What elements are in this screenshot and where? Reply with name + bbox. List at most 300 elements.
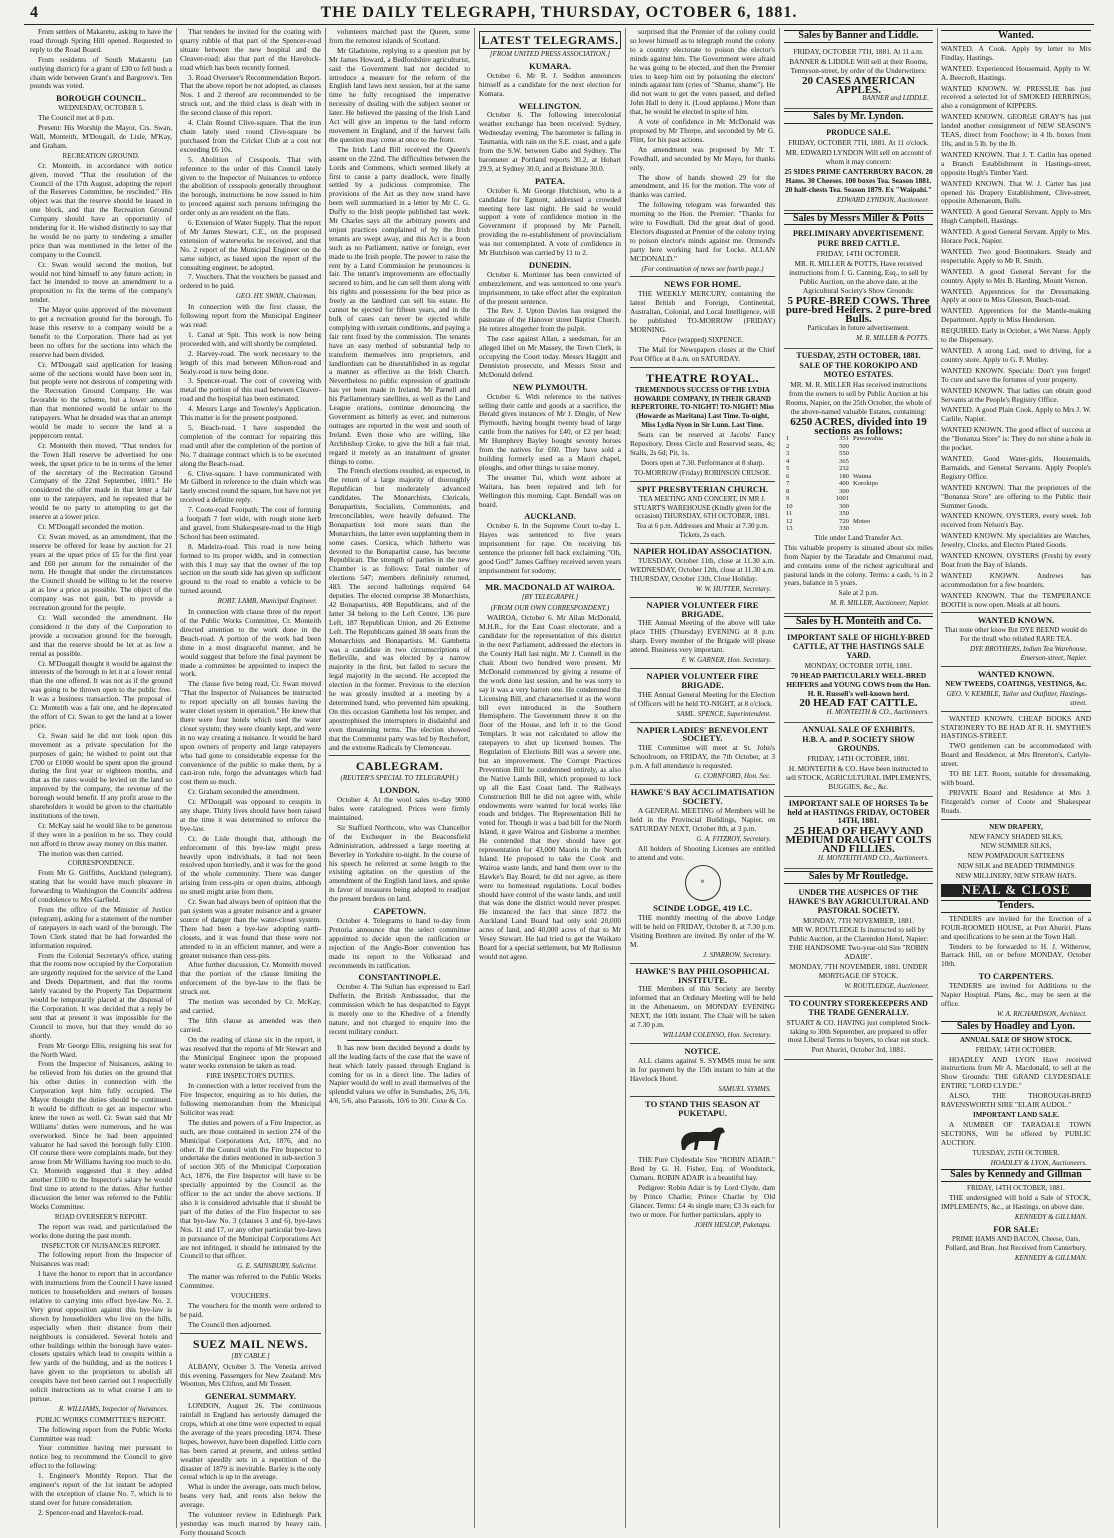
- article-text: Present: His Worship the Mayor, Crs. Swan, Wall, Monteith, M'Dougall, de Lisle, M'Kay, and Graham.: [30, 123, 172, 150]
- column-rule: [474, 28, 475, 1528]
- signature: W. A. RICHARDSON, Architect.: [996, 1009, 1087, 1018]
- article-text: What is under the average, oats much below, beans very bad, and roots also below the average.: [180, 1482, 321, 1510]
- table-cell-acres: 351: [839, 435, 849, 443]
- article-text: The Rev. J. Upton Davies has resigned the pastorate of the Hanover street Baptist Church. He retires altogether from the pulpit.: [479, 306, 621, 334]
- article-text: The show of hands showed 29 for the amendment, and 16 for the motion. The vote of thanks was carried.: [630, 172, 775, 200]
- column-4: [479, 28, 621, 1528]
- table-row: [784, 488, 933, 496]
- advert-text: TO-MORROW (Friday) ROBINSON CRUSOE.: [633, 468, 772, 477]
- signature: JOHN HESLOP, Puketapu.: [694, 1220, 771, 1229]
- article-text: Cr. de Lisle thought that, although the enforcement of this bye-law might press heavily upon individuals, it had not been resolved upon hurriedly, and it was for the good of the whole community. There was danger arising from cess-pits or open drains, although no smell might arise from them.: [180, 833, 321, 897]
- divider: [630, 668, 775, 669]
- table-cell-acres: 350: [839, 510, 849, 518]
- wanted-ad: WANTED KNOWN. That J. T. Catlin has opened a Branch Establishment in Hastings-street, opposite Hugh's Timber Yard.: [941, 149, 1091, 177]
- article-text: Cr. Swan had always been of opinion that the pan system was a greater nuisance and a greater source of danger than the water-closet system. There had been a bye-law adopting earth-closets, and it was found that these were not attended to in an efficient manner, and were a greater nuisance than cess-pits.: [180, 897, 321, 960]
- table-cell-sec: 12: [786, 517, 793, 525]
- advert: [784, 997, 933, 1060]
- table-cell-place: [851, 443, 933, 451]
- masonic-emblem-icon: ✡: [685, 865, 721, 901]
- article-text: 4. Messrs Large and Townley's Application. This matter is for the present postponed.: [180, 404, 321, 423]
- divider: [630, 597, 775, 598]
- wanted-ad: WANTED. A good Plain Cook. Apply to Mrs J. W. Carlile, Napier.: [941, 405, 1091, 424]
- advert-text: Tea at 6 p.m. Addresses and Music at 7.30 p.m. Tickets, 2s each.: [636, 522, 769, 540]
- table-row: [784, 503, 933, 511]
- advert-text: TUESDAY, October 11th, close at 11.30 a.m. WEDNESDAY, October 12th, close at 11.30 a.m. THURSDAY, October 13th, Close Holiday.: [630, 556, 775, 583]
- advert-text: Doors open at 7.30. Performance at 8 sharp.: [640, 458, 765, 467]
- section-heading: NAPIER HOLIDAY ASSOCIATION.: [633, 546, 772, 557]
- advert-text: Port Ahuriri, October 3rd, 1881.: [811, 1045, 906, 1055]
- advert-text: Price (wrapped) SIXPENCE.: [661, 335, 744, 344]
- column-6: [784, 28, 933, 1528]
- column-2: [180, 27, 321, 1537]
- advert-text: THE Annual Meeting of the above will take place THIS (Thursday) EVENING at 8 p.m. sharp. Every member of the Brigade will please attend. Business very important.: [630, 618, 775, 655]
- advert-text: TEA MEETING AND CONCERT, IN MR J. STUART'S WAREHOUSE (Kindly given for the occasion) THURSDAY, 6TH OCTOBER, 1881.: [633, 494, 772, 521]
- advert-text: The Mail for Newspapers closes at the Chief Post Office at 8 a.m. on SATURDAY.: [630, 344, 775, 363]
- advert-text: H. MONTEITH & CO. Have been instructed to sell STOCK, AGRICULTURAL IMPLEMENTS, BUGGIES, &c., &c.: [785, 763, 932, 791]
- signature: M. R. MILLER & POTTS.: [856, 334, 929, 343]
- wanted-ad: WANTED KNOWN. That the TEMPERANCE BOOTH is now open. Meals at all hours.: [941, 590, 1091, 609]
- article-text: Cr. Swan moved, as an amendment, that the reserve be offered for lease by auction for 21 years at the upset price of £5 for the first year and £60 per annum for the remainder of the term. He thought that under the circumstances the Council should be willing to let the reserve at as low a price as possible. The object of the company was not gain, but to provide a recreation ground for the people.: [30, 531, 172, 613]
- signature: W. ROUTLEDGE, Auctioneer.: [844, 981, 929, 990]
- section-heading: PATEA.: [535, 175, 565, 186]
- advert-text: ALL claims against S. SYMMS must be sent in for payment by the 15th instant to him at the Havelock Hotel.: [630, 1055, 775, 1083]
- column-rule: [325, 28, 326, 1528]
- subheading: (REUTER'S SPECIAL TO TELEGRAPH.): [340, 774, 459, 783]
- wanted-ad: WANTED. A good General Servant. Apply to Mrs. Horace Peck, Napier.: [941, 227, 1091, 246]
- advert-text: MR. EDWARD LYNDON Will sell on account of whom it may concern:: [785, 148, 932, 166]
- section-heading: TO STAND THIS SEASON AT PUKETAPU.: [645, 1099, 760, 1119]
- advert-heading: PURE BRED CATTLE.: [817, 239, 900, 249]
- article-text: Sir Stafford Northcote, who was Chancellor of the Exchequer in the Beaconsfield Administration, addressed a large meeting at Beverley in Yorkshire to-night. In the course of his speech he referred at some length to the existing agitation on the question of the amendment of the English land laws, and spoke in favor of measures being adopted to readjust the present burdens on land.: [329, 822, 470, 904]
- page-number: 4: [30, 4, 39, 21]
- advert-text: 5 PURE-BRED COWS. Three pure-bred Heifers. 2 pure-bred Bulls.: [785, 294, 932, 325]
- subheading: [BY CABLE.]: [231, 1351, 270, 1360]
- column-rule: [779, 28, 780, 1528]
- table-cell-sec: 6: [786, 472, 790, 480]
- advert-text: Sale at 2 p.m.: [838, 588, 879, 598]
- advert-text: MONDAY, 7TH NOVEMBER, 1881.: [802, 915, 915, 925]
- divider: [630, 1096, 775, 1097]
- table-row: [784, 480, 933, 488]
- advert-text: TUESDAY, 25TH OCTOBER.: [972, 1148, 1060, 1157]
- article-text: 4. Clain Round Clive-square. That the iron chain lately used round Clive-square be purchased from the Cricket Club at a cost not exceeding £6 10s.: [180, 118, 321, 154]
- article-text: An amendment was proposed by Mr T. Fowdhall, and seconded by Mr Mayo, for thanks only.: [630, 144, 775, 172]
- table-row: [784, 465, 933, 473]
- article-text: surprised that the Premier of the colony could so lower himself as to telegraph round the colony to a country electorate to poison the elector's minds against him. The Government were afraid he was going to be elected, and then the Premier tries to keep him out by poisoning the electors' minds against him (cries of "Shame, shame"). He did not want to get the votes passed, and defied John Hall to deny it. (Loud applause.) More than that, he would be elected in spite of him.: [630, 27, 775, 117]
- section-heading: NEWS FOR HOME.: [663, 279, 742, 290]
- drapery-line: NEW SUMMER SILKS,: [980, 842, 1052, 851]
- article-text: Cr. M'Dougall thought it would be against the interests of the borough to let it at a lower rental than the one offered. It was not as if the ground was going to be thrown open to the public free. It was a business transaction. The proposal of Cr. Monteith was a fair one, and he deprecated the effort of Cr. Swan to get the land at a lower price.: [30, 658, 172, 730]
- article-text: The motion was seconded by Cr. McKay, and carried.: [180, 997, 321, 1015]
- article-text: October 6. With reference to the natives selling their cattle and goods at a sacrifice, the Herald gives instances of Mr J. Dingle, of New Plymouth, having bought twenty head of large cattle from the natives for £40, or £2 per head; Mr Humphrey Bayley bought seventy horses from the natives for £60. They have sold a building formerly used as a Maori chapel, ploughs, and other things to raise money.: [479, 391, 621, 472]
- signature: M. R. MILLER, Auctioneer, Napier.: [830, 599, 929, 608]
- subheading: [FROM UNITED PRESS ASSOCIATION.]: [489, 50, 611, 58]
- advert-text: FRIDAY, OCTOBER 7TH, 1881. At 11 o'clock.: [788, 138, 929, 148]
- table-cell-place: [851, 510, 933, 518]
- table-row: [784, 435, 933, 443]
- article-text: Cr. Swan said he did not look upon this movement as a private speculation for the purposes of gain; he wished to point out that £700 or £1000 would be spent upon the ground during the first year or eighteen months, and that as the rates would be levied on the land so improved by the company, the revenue of the borough would benefit. If any profit arose to the shareholders it would be given to the charitable institutions of the town.: [30, 730, 172, 820]
- advert-text: 70 HEAD PARTICULARLY WELL-BRED HEIFERS and YOUNG COWS from the Hon. H. R. Russell's well-known herd.: [786, 670, 931, 698]
- advert-text: Seats can be reserved at Jacobs' Fancy Repository. Dress Circle and Reserved seats, 4s; Stalls, 2s 6d; Pit, 1s.: [630, 430, 775, 457]
- signature: SAMUEL SYMMS.: [718, 1084, 771, 1093]
- section-heading: NEW PLYMOUTH.: [512, 381, 588, 392]
- table-cell-acres: 550: [839, 450, 849, 458]
- advert: [784, 631, 933, 723]
- article-text: In connection with the first clause, the following report from the Municipal Engineer was read:: [180, 302, 321, 329]
- table-row: [784, 495, 933, 503]
- wanted-ad: WANTED KNOWN. The good effect of success at the "Bonanza Store" is: They do not shine a hole in the pocket.: [941, 425, 1091, 453]
- article-text: ALBANY, October 3. The Venetia arrived this evening. Passengers for New Zealand: Mrs Wootton, Mrs Clifton, and Mr Tossett.: [180, 1361, 321, 1389]
- advert-text: 6250 ACRES, divided into 19 sections as follows:: [790, 415, 927, 437]
- advert-text: 20 CASES AMERICAN APPLES.: [801, 74, 916, 96]
- divider: [630, 722, 775, 723]
- advert-text: THE WEEKLY MERCURY, containing the latest British and Foreign, Continental, Australian, Colonial, and Local Intelligence, will be published TO-MORROW (FRIDAY) MORNING.: [630, 289, 775, 334]
- section-heading: HAWKE'S BAY PHILOSOPHICAL INSTITUTE.: [635, 965, 770, 985]
- advert-text: That none other know But DYE BEEND would do For the thrall who relished RARE TEA.: [944, 626, 1088, 644]
- advert-heading: H.B. A. and P. SOCIETY SHOW GROUNDS.: [802, 735, 915, 754]
- article-text: I have the honor to report that in accordance with instructions from the Council I have issued notices to householders and owners of houses relative to carrying into effect bye-law No. 2. Very great opposition against this bye-law is shown by householders who live on the hills, especially when their distance from their neighbours is considered. Several hotels and other buildings within the borough have water-closets upstairs which lead to cesspits within a few yards of the building, and as the notices I have given to the proprietors to abolish all cesspits have not been carried out I respectfully solicit instructions as to what course I am to pursue.: [30, 1269, 172, 1403]
- signature: R. WILLIAMS, Inspector of Nuisances.: [58, 1404, 168, 1413]
- advert-text: TENDERS are invited for the Erection of a FOUR-ROOMED HOUSE, at Port Ahuriri. Plans and specifications to be seen at the Town Hall.: [941, 913, 1091, 941]
- advert-text: 25 SIDES PRIME CANTERBURY BACON. 20 Hams. 30 Cheeses. 100 boxes Tea. Season 1881. 20 half-chests Tea. Season 1879. Ex "Waipahi.": [784, 166, 933, 194]
- article-text: 5. Abolition of Cesspools. That with reference to the order of this Council lately given to the Inspector of Nuisances to enforce the abolition of cesspools generally throughout the borough, instructions be now issued to him to proceed against such persons infringing the order only as are resident on the flats.: [180, 154, 321, 218]
- article-text: On the reading of clause six in the report, it was resolved that the reports of Mr Stewart and the Municipal Engineer upon the proposed water works extension be taken as read.: [180, 1034, 321, 1071]
- subheading: (FROM OUR OWN CORRESPONDENT.): [490, 603, 610, 612]
- drapery-line: NEW SILK and BEADED TRIMMINGS: [957, 862, 1075, 871]
- advert: [784, 126, 933, 210]
- signature: GEO. HY. SWAN, Chairman.: [235, 292, 317, 301]
- article-text: 1. Engineer's Monthly Report. That the engineer's report of the 1st instant be adopted with the exception of clause No. 7, which is to stand over for future consideration.: [30, 1471, 172, 1507]
- table-row: [784, 458, 933, 466]
- advert-text: This valuable property is situated about six miles from Napier by the Taradale and Omarunui road, and contains some of the richest agricultural and pastoral lands in the colony. Terms: a cash, ½ in 2 years, balance in 5 years.: [784, 542, 933, 588]
- table-cell-acres: 330: [839, 525, 849, 533]
- sections-table: [784, 435, 933, 533]
- section-heading: SUEZ MAIL NEWS.: [192, 1336, 309, 1351]
- article-text: The duties and powers of a Fire Inspector, as such, are those contained in section 274 of the Municipal Corporations Act, 1876, and no other. If the Council wish the Fire Inspector to undertake the duties mentioned in sub-section 3 of section 305 of the Municipal Corporation Act, 1876, the Fire Inspector will have to be specially appointed by the Council as the officer to the act under the above sections. If also it is considered advisable that it should be part of the duties of the Fire Inspector to see that bye-law No. 3 (clauses 3 and 6), bye-laws Nos. 11 and 17, or any other particular bye-laws in pursuance of the Municipal Corporations Act are not infringed, it should be intimated by the Council to that officer.: [180, 1117, 321, 1261]
- article-text: The clause five being read, Cr. Swan moved "That the Inspector of Nuisances be instructed to report specially on all houses having the water closet system in operation." He knew that there were four hotels which used the water closet system; they were cleanly kept, and were in no way creating a nuisance. It would be hard upon owners of property and large ratepayers who had gone to considerable expense for the convenience of the public to make them, by a cast-iron rule, forgo the advantages which had cost them so much.: [180, 679, 321, 787]
- article-text: October 4. At the wool sales to-day 9000 bales were catalogued. Prices were firmly maintained.: [329, 795, 470, 823]
- advert-text: A GENERAL MEETING of Members will be held in the Provincial Buildings, Napier, on SATURDAY NEXT, October 8th, at 3 p.m.: [630, 805, 775, 833]
- article-text: 8. Madeira-road. This road is now being formed to its proper width, and in connection with this I may say that the owner of the top section on the south side has given up sufficient ground to the road to enable a vehicle to be turned around.: [180, 541, 321, 596]
- drapery-line: NEW POMPADOUR SATTEENS: [967, 852, 1065, 861]
- table-cell-sec: 10: [786, 502, 793, 510]
- divider: [479, 579, 621, 580]
- divider: [941, 819, 1091, 820]
- wanted-ad: WANTED KNOWN. My specialities are Watches, Jewelry, Clocks, and Electro Plated Goods.: [941, 531, 1091, 550]
- advert-text: MR. M. R. MILLER Has received instructions from the owners to sell by Public Auction at his Rooms, Napier, on the 25th October, the whole of the above-named valuable Estates, containing:: [785, 380, 932, 416]
- article-text: October 4. The Sultan has expressed to Earl Dufferin, the British Ambassador, that the commission which he has despatched to Egypt is merely one to the Khedive of a friendly nature, and not charged to enquire into the recent military conduct.: [329, 982, 470, 1036]
- table-cell-acres: 300: [839, 502, 849, 510]
- wanted-ad: WANTED. Apprentices for the Dressmaking. Apply at once to Miss Gleeson, Beach-road.: [941, 286, 1091, 305]
- advert-text: THE Committee will meet at St. John's Schoolroom, on FRIDAY, the 7th October, at 3 p.m. A full attendance is requested.: [630, 743, 775, 771]
- section-heading: GENERAL SUMMARY.: [204, 1391, 297, 1402]
- advert-text: MR. R. MILLER & POTTS, Have received instructions from J. G. Canning, Esq., to sell by Public Auction, on the above date, at the Agricultural Society's Show Grounds:: [789, 259, 928, 295]
- table-cell-sec: 3: [786, 450, 790, 458]
- advert-text: Tenders to be forwarded to H. J. Witherow, Barrack Hill, on or before MONDAY, October 10th.: [941, 941, 1091, 969]
- advert-heading: ANNUAL SALE OF SHOW STOCK.: [959, 1035, 1073, 1044]
- article-text: The report was read, and particularised the works done during the past month.: [30, 1221, 172, 1240]
- table-cell-sec: 9: [786, 495, 790, 503]
- advert-text: 20 HEAD FAT CATTLE.: [799, 697, 918, 710]
- section-heading: WELLINGTON.: [518, 100, 582, 111]
- divider: [941, 711, 1091, 712]
- article-text: The Irish Land Bill received the Queen's assent on the 22nd. The difficulties between the Lords and Commons, which seemed likely at first to cause a party deadlock, were finally settled by a judicious compromise. The provisions of the Act as they now stand have been well summarised in a letter by Mr C. G. Duffy to the Irish people published last week. Mr Charles says all the arbitrary powers and unjust practices complained of by the Irish tenants are swept away, and this Act is a boon such as no Parliament, native or foreign, ever made to the Irish people. The power to raise the rent by a Land Commission he pronounces is fair. The tenant's improvements are effectually secured to him, and he can sell them along with his rights and possessions for the best price as freely as the landlord can sell his estate. He cannot be ejected for fifteen years, and in the bulk of cases can never be ejected while complying with certain conditions, and paying a fair rent fixed by the commission. The tenants have an easy method of substantial help to transform themselves into proprietors, and landlordism can be disestablished in as regular a manner as effective as the Irish Church. Nevertheless no public expression of gratitude has yet been made in Ireland. Mr Parnell and his Parliamentary satellites, as well as the Land League orations, continue denouncing the Government as bitterly as ever, and numerous outrages are reported in the west and south of Ireland. Even those who are willing, like Archbishop Croke, to give the bill a fair trial, regard it merely as an instalment of greater things to come.: [329, 144, 470, 466]
- wanted-ad: WANTED KNOWN. That ladies can obtain good Servants at the People's Registry Office.: [941, 385, 1091, 404]
- advert-heading: TUESDAY, 25TH OCTOBER, 1881.: [796, 351, 921, 361]
- wanted-ad: WANTED KNOWN. Specials: Don't you forget! To cure and save the fortunes of your property.: [941, 365, 1091, 384]
- article-text: The fifth clause as amended was then carried.: [180, 1015, 321, 1034]
- continuation-note: (For continuation of news see fourth page.): [641, 264, 764, 273]
- advert-text: Pedigree: Robin Adair is by Lord Clyde, dam by Prince Charlie; Prince Charlie by Old Glancer. Terms: £4 4s single mare; £3 3s each for two or more. For further particulars, apply to: [630, 1182, 775, 1219]
- article-text: In connection with a letter received from the Fire Inspector, enquiring as to his duties, the following memorandum from the Municipal Solicitor was read:: [180, 1081, 321, 1117]
- advert-text: NEW TWEEDS, COATINGS, VESTINGS, &c.: [945, 679, 1087, 688]
- table-cell-place: Waima: [852, 472, 872, 480]
- advert-text: HOADLEY AND LYON Have received instructions from Mr A. Macdonald, to sell at the Show Grounds: THE GRAND CLYDESDALE ENTIRE "LORD CLYDE.": [941, 1054, 1091, 1091]
- article-text: In connection with clause three of the report of the Public Works Committee, Cr. Monteith directed attention to the work done in the Beach-road. A portion of the work had been done in a most disgraceful manner, and he would suggest that before the final payment be made a committee be appointed to inspect the work.: [180, 607, 321, 679]
- section-heading: Sales by H. Monteith and Co.: [784, 616, 933, 629]
- article-text: Cr. Wall seconded the amendment. He considered it the duty of the Corporation to provide a recreation ground for the borough, and that the reserve should be let at as low a rental as possible.: [30, 613, 172, 658]
- article-text: The following telegram was forwarded this morning to the Hon. the Premier: "Thanks for wire to Fowdhall. Did the great deal of good. Electors disgusted at Premier of the colony trying to poison elector's minds against me. Ormond's party here working hard for Locke. ALLAN MCDONALD.": [630, 200, 775, 263]
- section-heading: KUMARA.: [529, 60, 571, 71]
- column-5: [630, 28, 775, 1528]
- wanted-ad: WANTED KNOWN. W. PRESSLIE has just received a selected lot of SMOKED HERRINGS; also a consignment of KIPPERS.: [941, 83, 1091, 111]
- article-text: The following report from the Inspector of Nuisances was read:: [30, 1250, 172, 1269]
- wanted-list: [941, 45, 1091, 610]
- advert: [784, 886, 933, 997]
- section-heading: HAWKE'S BAY ACCLIMATISATION SOCIETY.: [630, 786, 775, 806]
- table-cell-sec: 5: [786, 465, 790, 473]
- article-text: From the Colonial Secretary's office, stating that the rooms now occupied by the Corporation are urgently required for the service of the Land and Deeds Department, and that the rooms lately vacated by the Property Tax Department would be temporarily placed at the disposal of the Corporation. It was decided that a reply be sent that at present it was impossible for the Council to move, but that they would do so shortly.: [30, 950, 172, 1040]
- section-heading: NAPIER VOLUNTEER FIRE BRIGADE.: [646, 671, 759, 690]
- divider: [941, 612, 1091, 613]
- advert-heading: PRELIMINARY ADVERTISEMENT.: [792, 229, 924, 239]
- dateline: WEDNESDAY, OCTOBER 5.: [58, 104, 144, 113]
- advert-heading: ANNUAL SALE OF EXHIBITS.: [802, 725, 915, 735]
- wanted-ad: WANTED. A strong Lad, used to driving, for a country store. Apply to G. F. Motley.: [941, 346, 1091, 364]
- column-rule: [937, 28, 938, 1528]
- article-text: October 4. Telegrams to hand to-day from Pretoria announce that the select committee appointed to decide upon the ratification or rejection of the Anglo-Boer convention has made its report to the Volksraad and recommends its ratification.: [329, 916, 470, 970]
- subheading: ROAD OVERSEER'S REPORT.: [54, 1212, 148, 1221]
- subheading: RECREATION GROUND.: [62, 151, 140, 160]
- table-cell-place: [851, 503, 933, 511]
- advert-text: TENDERS are invited for Additions to the Napier Hospital. Plans, &c., may be seen at the office.: [941, 981, 1091, 1008]
- section-heading: CONSTANTINOPLE.: [358, 972, 441, 983]
- article-text: volunteers marched past the Queen, some from the remotest islands of Scotland.: [329, 27, 470, 45]
- advert: [784, 349, 933, 614]
- article-text: 2. Spencer-road and Havelock-road.: [38, 1507, 144, 1517]
- advert-text: All holders of Shooting Licenses are entitled to attend and vote.: [630, 844, 775, 863]
- signature: BANNER and LIDDLE.: [862, 94, 929, 103]
- advert-text: THE undersigned will hold a Sale of STOCK, IMPLEMENTS, &c., at Hastings, on above date.: [941, 1193, 1091, 1212]
- article-text: October 6. Mr George Hutchison, who is a candidate for Egmont, addressed a crowded meeting here last night. He said he would support a vote of confidence motion in the Government if proposed by Mr Parnell, providing the re-establishment of provincialism was not contemplated. A vote of confidence in Mr Hutchison was carried by 11 to 2.: [479, 185, 621, 258]
- table-row: [784, 525, 933, 533]
- horse-icon: [673, 1120, 733, 1154]
- column-7: [941, 28, 1091, 1528]
- divider: [630, 367, 775, 368]
- wanted-ad: WANTED. Experienced Housemaid. Apply to W. A. Beecroft, Hastings.: [941, 63, 1091, 82]
- signature: W. W. HUTTER, Secretary.: [695, 584, 771, 593]
- article-text: The Mayor quite approved of the movement to get a recreation ground for the borough. To lease this reserve to a company would be a benefit to the Corporation. There had as yet been no offers for the sections into which the reserve had been divided.: [30, 305, 172, 359]
- advert-heading: IMPORTANT SALE OF HIGHLY-BRED CATTLE, AT THE HASTINGS SALE YARD.: [787, 633, 930, 660]
- signature: DYE BROTHERS, Indian Tea Warehouse, Emerson-street, Napier.: [969, 645, 1087, 663]
- article-text: Mr Gladstone, replying to a question put by Mr James Howard, a Bedfordshire agriculturist, said the Government had not decided to introduce a measure for the reform of the English land laws next session, but at the same time he fully recognised the imperative necessity of dealing with the subject sooner or later. He believed the passing of the Irish Land Act will give an impetus to the land reform movement in England, and if the harvest fails the question may come at once to the front.: [329, 45, 470, 144]
- article-text: The motion was then carried.: [38, 848, 124, 858]
- advert-text: 25 HEAD OF HEAVY AND MEDIUM DRAUGHT COLTS AND FILLIES.: [785, 825, 932, 856]
- wanted-ad: WANTED KNOWN. That the proprietors of the "Bonanza Store" are offering to the Public their Summer Goods.: [941, 482, 1091, 510]
- advert-text: BANNER & LIDDLE Will sell at their Rooms, Tennyson-street, by order of the Underwriters:: [789, 56, 928, 75]
- table-cell-acres: 400: [839, 480, 849, 488]
- newspaper-title: THE DAILY TELEGRAPH, THURSDAY, OCTOBER 6, 1881.: [320, 4, 798, 21]
- wanted-ad: WANTED. A good General Servant for the country. Apply to Mrs B. Harding, Mount Vernon.: [941, 266, 1091, 285]
- table-cell-acres: 365: [839, 457, 849, 465]
- article-text: WAIROA, October 6. Mr Allan McDonald, M.H.R., for the East Coast electorate, and a candidate for the representation of this district in the next Parliament, addressed the electors in the County Hall last night. Mr J. Cunnell in the chair. About two hundred were present. Mr McDonald commenced by giving a resume of the work done last session, and he was sorry to say it was a very barren one. He condemned the Licensing Bill, and characterised it as the worst bill ever introduced in the Southern Hemisphere. The Government threw it on the floor of the House, and left it to the Good Templars. It was not calculated to allow the ratepayers to shut up licensed houses. The Regulation of Elections Bill was a severe one, but an improvement. The Corrupt Practices Prevention Bill he condemned entirely, as also the Native Lands Bill, which proposed to lock up all the East Coast land. The Railways Construction Bill he did not agree with, while endowments were wanted for local works like roads and bridges. The Representation Bill he voted for. Though it was a bad bill for the North Island, it gave Wairoa and Gisborne a member. He contended that they should have got representation for 43,000 Maoris in the North Island. He proposed to take the Cook and Wairoa waste lands, and hand them over to the Hawke's Bay Board; he did not agree, as there were no homestead regulations. Local bodies should have control of the waste lands, and until that was done the district would never prosper. He instanced the fact that since 1872 the Auckland Land Board had only sold 20,000 acres of land, and 40,000 acres of that to Mr Vesey Stewart. He had tried to get the Waikato Board for a special settlement, but Mr Rolleston would not agree.: [479, 613, 621, 961]
- subheading: FIRE INSPECTOR'S DUTIES.: [206, 1072, 295, 1081]
- section-heading: DUNEDIN.: [528, 259, 572, 270]
- table-row: [784, 450, 933, 458]
- article-text: Cr. Swan would second the motion, but would not bind himself to any future action; in fact he intended to move an amendment to a proposition to fix the terms of the company's tender.: [30, 259, 172, 305]
- table-row: [784, 510, 933, 518]
- section-heading: WANTED KNOWN.: [977, 615, 1055, 626]
- section-heading: FOR SALE:: [993, 1223, 1039, 1234]
- table-cell-sec: 7: [786, 480, 790, 488]
- article-text: The Council then adjourned.: [188, 1319, 272, 1329]
- signature: H. MONTEITH & CO., Auctioneers.: [826, 708, 929, 717]
- section-heading: SCINDE LODGE, 419 I.C.: [653, 903, 752, 914]
- section-heading: Sales by Banner and Liddle.: [784, 30, 933, 43]
- section-heading: NAPIER LADIES' BENEVOLENT SOCIETY.: [636, 724, 769, 744]
- signature: KENNEDY & GILLMAN.: [1014, 1213, 1087, 1222]
- article-text: Cr. McKay said he would like to be generous if they were in a position to be so. They could not afford to throw away money on this matter.: [30, 820, 172, 848]
- table-cell-acres: 232: [839, 465, 849, 473]
- article-text: 7. Coote-road Footpath. The cost of forming a footpath 7 feet wide, with rough stone kerb and gravel, from Shakespeare-road to the High School has been estimated.: [180, 505, 321, 541]
- advert-text: It has now been decided beyond a doubt by all the leading facts of the case that the wave of heat which lately passed through England is coming for us in a direct line. The ladies of Napier would do well to avail themselves of the splendid values we offer in Sunshades, 2/6, 3/6, 4/6, 5/6, also Parasols, 10/6 to 30/. Coxe & Co.: [329, 1042, 470, 1106]
- advert-heading: SALE OF THE KOROKIPO AND MOTEO ESTATES.: [799, 361, 918, 380]
- wanted-ad: WANTED KNOWN. Andrews has accommodation for a few boarders.: [941, 570, 1091, 589]
- advert-text: ALSO, THE THOROUGH-BRED RAVENSWORTH SIRE "ELAIR AUDOL.": [941, 1091, 1091, 1110]
- table-cell-place: [851, 458, 933, 466]
- article-text: The case against Allan, a seedsman, for an alleged libel on Mr Massey, the Town Clerk, is occupying the Court today. Messrs Haggitt and Denniston prosecute, and Messrs Stout and McDonald defend.: [479, 334, 621, 379]
- advert-heading: IMPORTANT LAND SALE.: [972, 1110, 1060, 1119]
- signature: G. CORNFORD, Hon. Sec.: [694, 772, 771, 781]
- table-cell-place: [851, 488, 933, 496]
- table-cell-place: Moteo: [852, 517, 871, 525]
- article-text: Cr. M'Dougall seconded the motion.: [38, 521, 144, 531]
- section-heading: NOTICE.: [684, 1045, 721, 1056]
- divider: [630, 784, 775, 785]
- table-cell-acres: 500: [839, 442, 849, 450]
- subheading: PUBLIC WORKS COMMITTEE'S REPORT.: [36, 1415, 166, 1424]
- table-cell-place: [851, 525, 933, 533]
- signature: KENNEDY & GILLMAN.: [1014, 1253, 1087, 1262]
- section-heading: CAPETOWN.: [373, 906, 426, 917]
- table-cell-place: [851, 450, 933, 458]
- table-cell-sec: 11: [786, 510, 793, 518]
- advert: [784, 723, 933, 796]
- table-cell-place: Pawawahia: [852, 435, 883, 443]
- divider: [347, 1040, 452, 1041]
- advert-text: TO BE LET. Room, suitable for dressmaking, with board.: [941, 769, 1091, 787]
- article-text: The volunteer review in Edinburgh Park yesterday was much marred by heavy rain. Forty thousand Scotch: [180, 1510, 321, 1537]
- article-text: October 6. The following intercolonial weather exchange has been received: Sydney, Wednesday evening. The barometer is falling in Tasmania, with rain on the S.E. coast, and a gale from the S.W. between Gabo and Sydney. The barometer at Portland reports 30.2, at Hobart 29.9, at Sydney 30.0, and at Brisbane 30.0.: [479, 110, 621, 173]
- table-row: [784, 518, 933, 526]
- section-heading: Sales by Hoadley and Lyon.: [941, 1021, 1091, 1034]
- section-heading: MR. MACDONALD AT WAIROA.: [485, 581, 615, 592]
- table-cell-sec: 8: [786, 487, 790, 495]
- divider: [941, 666, 1091, 667]
- wanted-ad: WANTED. Apprentices for the Mantle-making Department. Apply to Miss Henderson.: [941, 306, 1091, 325]
- article-text: A vote of confidence in Mr McDonald was proposed by Mr Thorpe, and seconded by Mr G. Flint, for his past actions.: [630, 117, 775, 144]
- column-rule: [625, 28, 626, 1528]
- advert-text: FRIDAY, 14TH OCTOBER, 1881.: [807, 753, 910, 763]
- advert-text: MONDAY, 7TH NOVEMBER, 1881. UNDER MORTGAGE OF STOCK.: [789, 962, 928, 980]
- wanted-ad: WANTED KNOWN. That W. J. Carter has just opened his Drapery Establishment, Clive-street, opposite Athenaeum, Bulls.: [941, 178, 1091, 206]
- advert: [784, 45, 933, 109]
- table-row: [784, 473, 933, 481]
- article-text: 3. Road Overseer's Recommendation Report. That the above report be not adopted, as clauses Nos. 1 and 2 thereof are recommended to be struck out, and the third class is dealt with in the second clause of this report.: [180, 72, 321, 118]
- article-text: Cr. Graham seconded the amendment.: [188, 787, 300, 797]
- article-text: October 6. In the Supreme Court to-day L. Hayes was sentenced to five years imprisonment for rape. On receiving his sentence the prisoner fell back exclaiming "Oh, good God!" James Gaffney received seven years imprisonment for sodomy.: [479, 521, 621, 575]
- wanted-ad: REQUIRED. Early in October, a Wet Nurse. Apply to the Dispensary.: [941, 326, 1091, 345]
- wanted-ad: WANTED. Good Water-girls, Housemaids, Barmaids, and General Servants. Apply People's Registry Office.: [941, 453, 1091, 481]
- article-text: October 6. Mortimer has been convicted of embezzlement, and was sentenced to one year's imprisonment, to take effect after the expiration of the present sentence.: [479, 269, 621, 306]
- article-text: 3. Spencer-road. The cost of covering with metal the portion of this road between Cleaver-road and the hospital has been estimated.: [180, 376, 321, 404]
- article-text: 2. Harvey-road. The work necessary to the length of this road between Milton-road and Sealy-road is now being done.: [180, 348, 321, 376]
- signature: HOADLEY & LYON, Auctioneers.: [990, 1158, 1087, 1167]
- signature: G. E. SAINSBURY, Solicitor.: [237, 1262, 317, 1271]
- section-heading: CABLEGRAM.: [355, 759, 444, 774]
- table-cell-sec: 1: [786, 435, 790, 443]
- signature: G. A. FITZROY, Secretary.: [696, 834, 771, 843]
- masthead: [24, 4, 1094, 25]
- advert-text: THE Pure Clydesdale Sire "ROBIN ADAIR." Bred by G. H. Fisher, Esq. of Woodstock, Oamaru. ROBIN ADAIR is a beautiful bay.: [630, 1155, 775, 1183]
- article-text: Cr. M'Dougall was opposed to cesspits in any shape. Thirty lives should have been raised at the time it was determined to enforce the bye-law.: [180, 797, 321, 833]
- signature: J. SPARROW, Secretary.: [703, 950, 771, 959]
- article-text: Cr. Monteith, in accordance with notice given, moved "That the resolution of the Council of the 17th August, adopting the report of the Reserves Committee, be rescinded." His object was that the reserve should be leased in one block, and that the Recreation Ground Company should have an opportunity of tendering for it. He wished distinctly to say that he would be no party to tendering a smaller price than was mentioned in the letter of the company to the Council.: [30, 160, 172, 259]
- advert-text: TREMENDOUS SUCCESS OF THE LYDIA HOWARDE COMPANY, IN THEIR GRAND REPERTOIRE. TO-NIGHT! TO-NIGHT! Miss (Howarde as Maritana) Last Time. To-night, Miss Lydia Nyon in Sir Lunn. Last Time.: [631, 385, 774, 430]
- section-heading: WANTED KNOWN.: [977, 669, 1055, 679]
- article-text: Cr. M'Dougall said application for leasing some of the sections would have been sent in, but people were not desirous of competing with the Recreation Ground Company. He was favorable to the scheme, but a lower amount than that mentioned would be unfair to the ratepayers. What he dreaded was that an attempt would be made to secure the land at a peppercorn rental.: [30, 359, 172, 440]
- table-cell-place: [851, 495, 933, 503]
- wanted-ad: WANTED KNOWN. GEORGE GRAY'S has just landed another consignment of NEW SEASON'S TEAS, direct from Foochow; in 4 lb. boxes from 10s, and in 5 lb. by the lb.: [941, 112, 1091, 148]
- section-heading: NAPIER VOLUNTEER FIRE BRIGADE.: [646, 599, 759, 619]
- section-heading: LATEST TELEGRAMS.: [479, 31, 621, 49]
- table-cell-acres: 180: [839, 472, 849, 480]
- signature: SAML. SPENCE, Superintendent.: [676, 709, 771, 718]
- section-heading: Wanted.: [941, 30, 1091, 43]
- advert-text: THE Members of this Society are hereby informed that an Ordinary Meeting will be held in the Athenaeum, on MONDAY EVENING NEXT, the 10th instant. The Chair will be taken at 7.30 p.m.: [630, 984, 775, 1030]
- section-heading: TO CARPENTERS.: [978, 971, 1054, 982]
- subheading: [BY TELEGRAPH.]: [521, 592, 579, 601]
- article-text: The following report from the Public Works Committee was read:: [30, 1424, 172, 1443]
- advert-text: THE Annual General Meeting for the Election of Officers will be held TO-NIGHT, at 8 o'clock.: [630, 689, 775, 708]
- advert: [784, 797, 933, 869]
- advert-text: WANTED KNOWN. CHEAP BOOKS AND STATIONERY TO BE HAD AT R. H. SMYTHE'S HASTINGS-STREET.: [941, 713, 1091, 741]
- section-heading: AUCKLAND.: [524, 511, 576, 522]
- section-heading: Sales by Mr. Lyndon.: [784, 111, 933, 124]
- column-rule: [176, 28, 177, 1528]
- drapery-line: NEW DRAPERY,: [989, 822, 1043, 831]
- advert-text: PRIVATE Board and Residence at Mrs J. Fitzgerald's corner of Coote and Shakespear Roads.: [941, 787, 1091, 815]
- advert-text: FRIDAY, 14TH OCTOBER.: [816, 249, 901, 259]
- wanted-ad: WANTED. A good General Servant. Apply to Mrs Hugh Campbell, Hastings.: [941, 207, 1091, 226]
- article-text: From Mr George Ellis, resigning his seat for the North Ward.: [30, 1040, 172, 1059]
- advert-text: Particulars in future advertisement.: [807, 323, 910, 333]
- divider: [630, 963, 775, 964]
- advert-text: THE monthly meeting of the above Lodge will be held on FRIDAY, October 8, at 7.30 p.m. Visiting Brethren are invited. By order of the W. M.: [630, 913, 775, 949]
- article-text: The French elections resulted, as expected, in the return of a large majority of thoroughly Republican but moderately advanced candidates. The Monarchists, Clericals, Bonapartists, Socialists, Communists, and Irreconcilables, were heavily defeated. The Bonapartists lost more seats than the Monarchists, the latter even supplanting them in some cases. Corsica, which hitherto was devoted to the Bonapartist cause, has become Republican. The strength of parties in the new Chamber is as follows: Total number of elections 547; members definitely returned, 483. The second ballotings required 64 deputies. The elected comprise 38 Monarchists, 42 Bonapartists, 408 Republicans, and of the latter 34 belong to the Left Centre, 136 pure Left, 187 Republican Union, and 26 Extreme Left. The Republicans gained 38 seats from the Monarchists and Bonapartists. M. Gambetta was a candidate in two circumscriptions of Belleville, and was elected by a narrow majority in the first, but failed to secure the legal majority in the second. He accepted the election in the former. Previous to the election he was grossly insulted at a meeting by a determined band, who prevented him speaking. On this occasion Gambetta lost his temper, and apostrophised the interrupters in disdainful and even threatening terms. The election showed that the Communist party was led by Rochefort, and the extreme Radicals by Clemenceau.: [329, 466, 470, 752]
- article-text: The steamer Tui, which went ashore at Waitara, has been repaired and left for Wellington this morning. Capt. Bendall was on board.: [479, 472, 621, 509]
- article-text: October 6. Mr R. J. Seddon announces himself as a candidate for the next election for Kumara.: [479, 70, 621, 98]
